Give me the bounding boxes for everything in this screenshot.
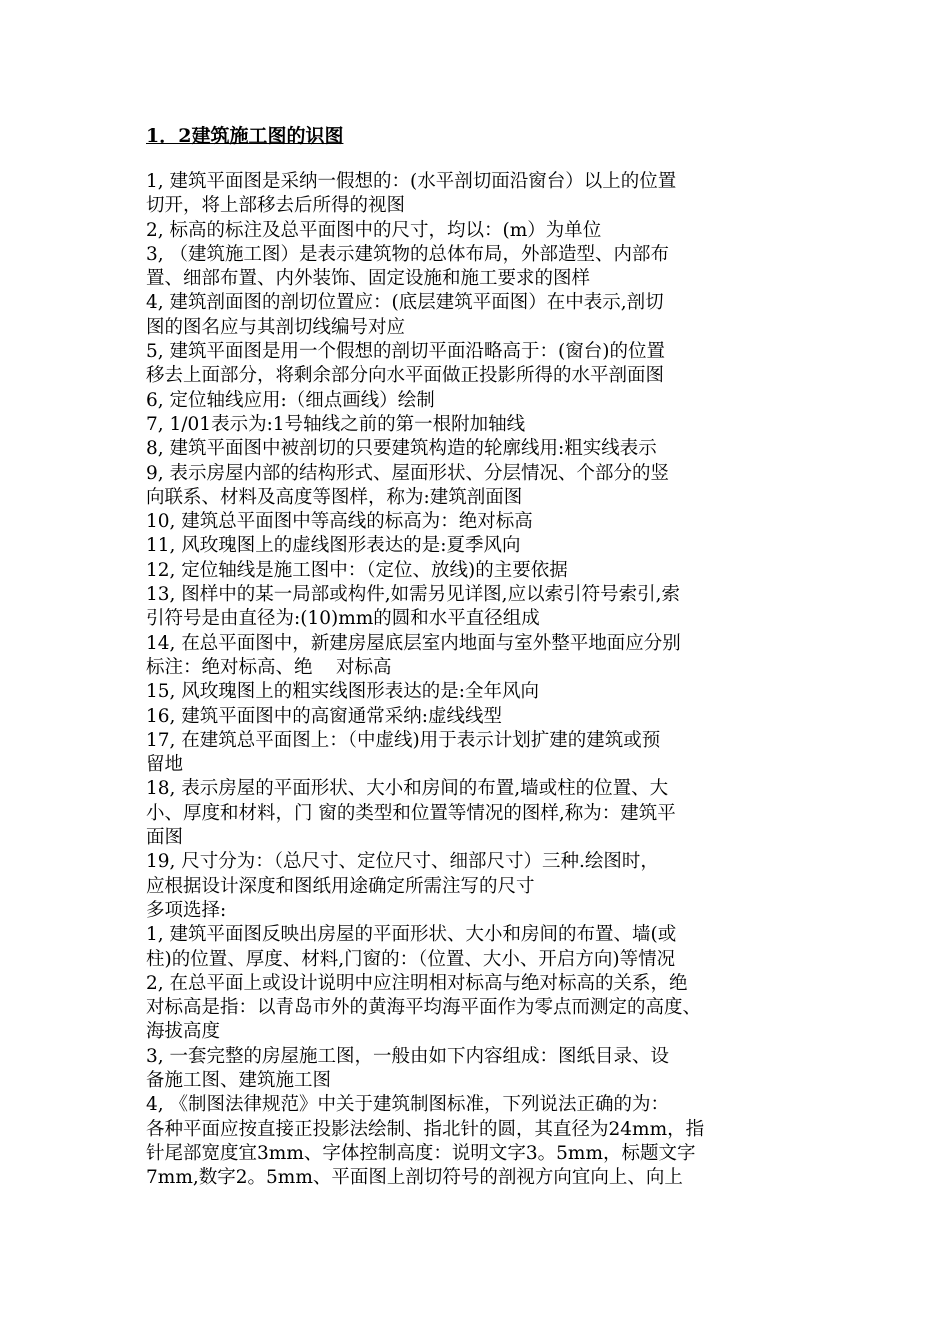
text-line: 切开，将上部移去后所得的视图 <box>146 195 406 217</box>
text-line: 11, 风玫瑰图上的虚线图形表达的是:夏季风向 <box>146 535 521 557</box>
text-line: 16, 建筑平面图中的高窗通常采纳:虚线线型 <box>146 705 503 727</box>
text-line: 移去上面部分，将剩余部分向水平面做正投影所得的水平剖面图 <box>146 365 665 387</box>
text-line: 9, 表示房屋内部的结构形式、屋面形状、分层情况、个部分的竖 <box>146 462 670 484</box>
text-line: 17, 在建筑总平面图上：（中虚线)用于表示计划扩建的建筑或预 <box>146 729 661 751</box>
text-line: 海拔高度 <box>146 1021 221 1043</box>
text-line: 针尾部宽度宜3mm、字体控制高度：说明文字3。5mm，标题文字 <box>146 1142 696 1164</box>
text-line: 2, 标高的标注及总平面图中的尺寸，均以：(m）为单位 <box>146 219 602 241</box>
text-line: 19, 尺寸分为：（总尺寸、定位尺寸、细部尺寸）三种.绘图时， <box>146 851 659 873</box>
text-line: 置、细部布置、内外装饰、固定设施和施工要求的图样 <box>146 268 591 290</box>
text-line: 3, 一套完整的房屋施工图，一般由如下内容组成：图纸目录、设 <box>146 1045 670 1067</box>
text-line: 图的图名应与其剖切线编号对应 <box>146 316 406 338</box>
text-line: 向联系、材料及高度等图样，称为:建筑剖面图 <box>146 486 523 508</box>
text-line: 6, 定位轴线应用:（细点画线）绘制 <box>146 389 435 411</box>
section-title: 1．2建筑施工图的识图 <box>146 125 344 147</box>
text-line: 各种平面应按直接正投影法绘制、指北针的圆，其直径为24mm，指 <box>146 1118 705 1140</box>
text-line: 2, 在总平面上或设计说明中应注明相对标高与绝对标高的关系，绝 <box>146 972 688 994</box>
text-line: 小、厚度和材料，门 窗的类型和位置等情况的图样,称为：建筑平 <box>146 802 676 824</box>
text-line: 10, 建筑总平面图中等高线的标高为：绝对标高 <box>146 511 533 533</box>
text-line: 多项选择: <box>146 899 227 921</box>
text-line: 12, 定位轴线是施工图中：（定位、放线)的主要依据 <box>146 559 568 581</box>
text-line: 标注：绝对标高、绝 对标高 <box>146 656 392 678</box>
text-line: 15, 风玫瑰图上的粗实线图形表达的是:全年风向 <box>146 681 540 703</box>
text-line: 留地 <box>146 754 184 776</box>
text-line: 3, （建筑施工图）是表示建筑物的总体布局，外部造型、内部布 <box>146 243 670 265</box>
text-line: 7, 1/01表示为:1号轴线之前的第一根附加轴线 <box>146 413 526 435</box>
text-line: 1, 建筑平面图是采纳一假想的：(水平剖切面沿窗台）以上的位置 <box>146 171 677 192</box>
text-line: 18, 表示房屋的平面形状、大小和房间的布置,墙或柱的位置、大 <box>146 778 669 800</box>
text-line: 5, 建筑平面图是用一个假想的剖切平面沿略高于：(窗台)的位置 <box>146 341 665 363</box>
text-line: 7mm,数字2。5mm、平面图上剖切符号的剖视方向宜向上、向上 <box>146 1167 683 1189</box>
text-line: 8, 建筑平面图中被剖切的只要建筑构造的轮廓线用:粗实线表示 <box>146 438 657 460</box>
text-line: 面图 <box>146 827 184 849</box>
text-line: 13, 图样中的某一局部或构件,如需另见详图,应以索引符号索引,索 <box>146 584 680 606</box>
text-line: 4, 《制图法律规范》中关于建筑制图标准，下列说法正确的为： <box>146 1094 670 1116</box>
text-line: 对标高是指：以青岛市外的黄海平均海平面作为零点而测定的高度、 <box>146 997 702 1019</box>
document-body <box>146 170 808 1190</box>
text-line: 引符号是由直径为:(10)mm的圆和水平直径组成 <box>146 608 540 630</box>
text-line: 应根据设计深度和图纸用途确定所需注写的尺寸 <box>146 875 535 897</box>
text-line: 柱)的位置、厚度、材料,门窗的：（位置、大小、开启方向)等情况 <box>146 948 676 970</box>
text-line: 备施工图、建筑施工图 <box>146 1069 332 1091</box>
text-line: 14, 在总平面图中，新建房屋底层室内地面与室外整平地面应分别 <box>146 632 681 654</box>
text-line: 4, 建筑剖面图的剖切位置应：(底层建筑平面图）在中表示,剖切 <box>146 292 664 314</box>
text-line: 1, 建筑平面图反映出房屋的平面形状、大小和房间的布置、墙(或 <box>146 924 677 946</box>
